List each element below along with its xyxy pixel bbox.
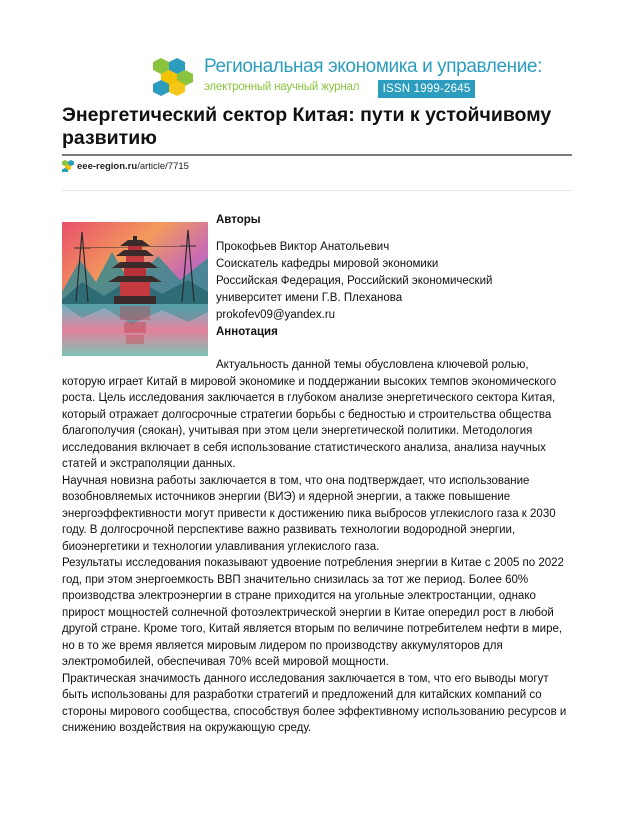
article-meta — [216, 212, 566, 341]
source-domain: eee-region.ru — [77, 160, 138, 172]
author-name: Прокофьев Виктор Анатольевич — [216, 241, 390, 253]
author-affiliation-line: Российская Федерация, Российский экономический — [216, 275, 493, 287]
title-divider — [62, 154, 572, 156]
author-block — [216, 239, 566, 324]
source-path: /article/7715 — [137, 160, 189, 172]
abstract-paragraph: Практическая значимость данного исследования заключается в том, что его выводы могут быть использованы для разработки стратегий и предложений для китайских компаний со стороны мирового сообщества, способствуя более эффективному использованию ресурсов и снижению воздействия на окружающую среду. — [62, 672, 567, 734]
journal-logo-icon — [153, 56, 197, 96]
abstract-paragraph: Результаты исследования показывают удвоение потребления энергии в Китае с 2005 по 2022 год, при этом энергоемкость ВВП значительно снизилась за тот же период. Более 60% производства электроэнергии в стране приходится на угольные электростанции, однако прирост мощностей солнечной фотоэлектрической энергии в Китае опередил рост в любой другой стране. Кроме того, Китай является вторым по величине потребителем нефти в мире, но в то же время является мировым лидером по производству аккумуляторов для электромобилей, обеспечивая 70% всей мировой мощности. — [62, 557, 564, 668]
source-link[interactable] — [62, 160, 189, 172]
journal-subtitle: электронный научный журнал — [204, 81, 360, 93]
author-affiliation-line: университет имени Г.В. Плеханова — [216, 292, 403, 304]
abstract-body — [62, 357, 575, 737]
issn-badge: ISSN 1999-2645 — [378, 80, 475, 98]
section-divider — [62, 190, 572, 191]
site-favicon-icon — [62, 160, 74, 172]
journal-title: Региональная экономика и управление: — [204, 56, 542, 77]
abstract-label: Аннотация — [216, 326, 278, 338]
abstract-paragraph: Актуальность данной темы обусловлена ключевой ролью, которую играет Китай в мировой экономике и поддержании высоких темпов экономического роста. Цель исследования заключается в глубоком анализе энергетического сектора Китая, который отражает долгосрочные стратегии борьбы с бедностью и строительства общества благополучия (сяокан), учитывая при этом цели энергетической политики. Методология исследования включает в себя использование статистического анализа, анализа научных статей и экстраполяции данных. — [62, 359, 557, 470]
article-illustration — [62, 222, 208, 356]
author-email[interactable]: prokofev09@yandex.ru — [216, 309, 336, 321]
journal-header — [0, 50, 634, 100]
article-title: Энергетический сектор Китая: пути к устойчивому развитию — [62, 104, 552, 149]
abstract-paragraph: Научная новизна работы заключается в том, что она подтверждает, что использование возобновляемых источников энергии (ВИЭ) и ядерной энергии, а также повышение энергоэффективности могут привести к достижению пика выбросов углекислого газа к 2030 году. В долгосрочной перспективе важно развивать технологии водородной энергии, биоэнергетики и технологии улавливания углекислого газа. — [62, 474, 556, 553]
author-position: Соискатель кафедры мировой экономики — [216, 258, 439, 270]
authors-label: Авторы — [216, 214, 261, 226]
